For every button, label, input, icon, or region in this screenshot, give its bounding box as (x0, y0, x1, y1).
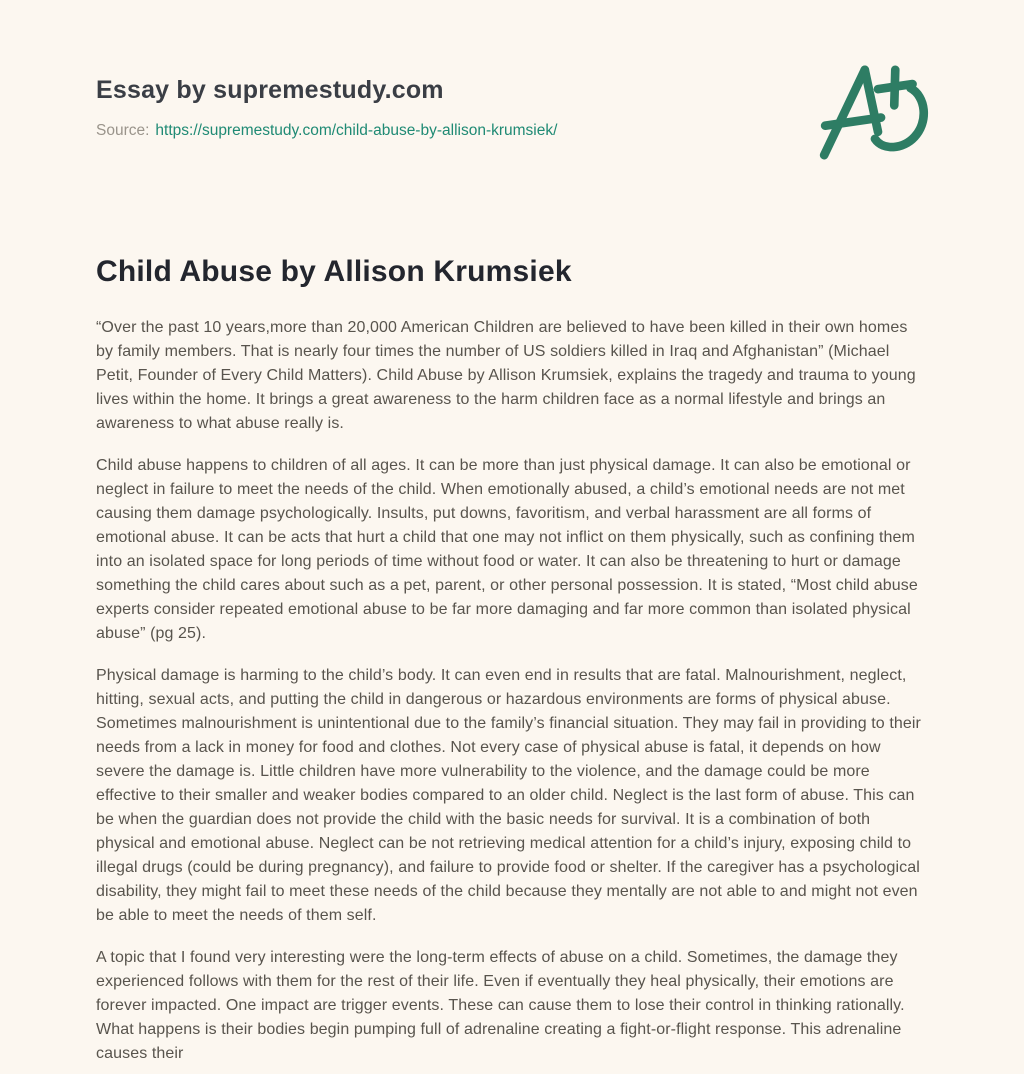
header-text-block (96, 64, 557, 140)
source-line (96, 122, 557, 140)
essay-paragraph-2: Child abuse happens to children of all ages. It can be more than just physical damage. It can also be emotional or neglect in failure to meet the needs of the child. When emotionally abused, a child’s emotional needs are not met causing them damage psychologically. Insults, put downs, favoritism, and verbal harassment are all forms of emotional abuse. It can be acts that hurt a child that one may not inflict on them physically, such as confining them into an isolated space for long periods of time without food or water. It can also be threatening to hurt or damage something the child cares about such as a pet, parent, or other personal possession. It is stated, “Most child abuse experts consider repeated emotional abuse to be far more damaging and far more common than isolated physical abuse” (pg 25). (96, 457, 918, 642)
page-header (96, 0, 928, 162)
site-title: Essay by supremestudy.com (96, 76, 444, 104)
essay-paragraph-3: Physical damage is harming to the child’s body. It can even end in results that are fatal. Malnourishment, neglect, hitting, sexual acts, and putting the child in dangerous or hazardous environments are forms of physical abuse. Sometimes malnourishment is unintentional due to the family’s financial situation. They may fail in providing to their needs from a lack in money for food and clothes. Not every case of physical abuse is fatal, it depends on how severe the damage is. Little children have more vulnerability to the violence, and the damage could be more effective to their smaller and weaker bodies compared to an older child. Neglect is the last form of abuse. This can be when the guardian does not provide the child with the basic needs for survival. It is a combination of both physical and emotional abuse. Neglect can be not retrieving medical attention for a child’s injury, exposing child to illegal drugs (could be during pregnancy), and failure to provide food or shelter. If the caregiver has a psychological disability, they might fail to meet these needs of the child because they mentally are not able to and might not even be able to meet the needs of them self. (96, 667, 921, 924)
a-plus-logo-icon (814, 64, 942, 162)
source-label: Source: (96, 122, 150, 139)
essay-paragraph-1: “Over the past 10 years,more than 20,000 American Children are believed to have been killed in their own homes by family members. That is nearly four times the number of US soldiers killed in Iraq and Afghanistan” (Michael Petit, Founder of Every Child Matters). Child Abuse by Allison Krumsiek, explains the tragedy and trauma to young lives within the home. It brings a great awareness to the harm children face as a normal lifestyle and brings an awareness to what abuse really is. (96, 319, 916, 432)
essay-body (96, 316, 928, 1066)
essay-paragraph-4: A topic that I found very interesting were the long-term effects of abuse on a child. Sometimes, the damage they experienced follows with them for the rest of their life. Even if eventually they heal physically, their emotions are forever impacted. One impact are trigger events. These can cause them to lose their control in thinking rationally. What happens is their bodies begin pumping full of adrenaline creating a fight-or-flight response. This adrenaline causes their (96, 949, 905, 1062)
essay-title: Child Abuse by Allison Krumsiek (96, 255, 572, 288)
source-link[interactable]: https://supremestudy.com/child-abuse-by-allison-krumsiek/ (155, 122, 558, 139)
